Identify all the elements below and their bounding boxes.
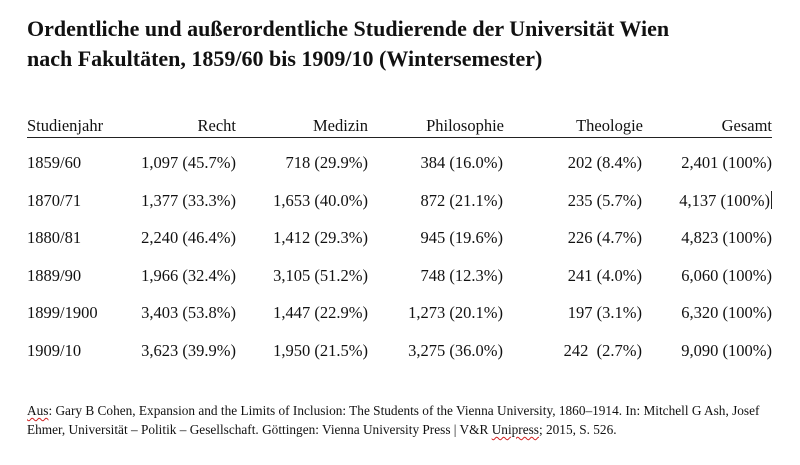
table-row xyxy=(27,303,772,341)
table-row xyxy=(27,266,772,304)
title-line-1: Ordentliche und außerordentliche Studierende der Universität Wien xyxy=(27,16,670,41)
source-aus: Aus xyxy=(27,403,49,418)
source-text-2: ; 2015, S. 526. xyxy=(538,422,617,437)
header-philosophie: Philosophie xyxy=(426,116,504,135)
title-line-2: nach Fakultäten, 1859/60 bis 1909/10 (Wintersemester) xyxy=(27,46,543,71)
cell-philosophie: 384 (16.0%) xyxy=(420,153,503,172)
document-title xyxy=(27,14,787,74)
table-header-row xyxy=(27,116,772,141)
table-row xyxy=(27,191,772,229)
cell-gesamt: 2,401 (100%) xyxy=(681,153,772,172)
cell-recht: 3,403 (53.8%) xyxy=(141,303,236,323)
cell-philosophie: 3,275 (36.0%) xyxy=(408,340,503,360)
cell-recht: 3,623 (39.9%) xyxy=(141,340,236,360)
cell-year: 1889/90 xyxy=(27,265,82,285)
cell-year: 1880/81 xyxy=(27,228,82,248)
cell-philosophie: 748 (12.3%) xyxy=(420,265,503,285)
cell-year: 1859/60 xyxy=(27,153,82,172)
source-text-1: : Gary B Cohen, Expansion and the Limits of Inclusion: The Students of the Vienna University, 1860–1914. In: Mitchell G Ash, Josef Ehmer, Universität – Politik – Gesellschaft. Göttingen: Vienna University Press | V&R xyxy=(27,403,760,437)
cell-theologie: 241 (4.0%) xyxy=(567,265,642,285)
cell-gesamt: 6,320 (100%) xyxy=(681,303,772,323)
cell-theologie: 197 (3.1%) xyxy=(567,303,642,323)
cell-theologie: 226 (4.7%) xyxy=(567,228,642,248)
text-cursor xyxy=(771,191,772,209)
cell-year: 1870/71 xyxy=(27,190,82,210)
cell-philosophie: 872 (21.1%) xyxy=(420,190,503,210)
cell-gesamt: 6,060 (100%) xyxy=(681,265,772,285)
cell-medizin: 1,653 (40.0%) xyxy=(273,190,368,210)
table-row xyxy=(27,153,772,191)
header-medizin: Medizin xyxy=(313,116,368,135)
cell-recht: 2,240 (46.4%) xyxy=(141,228,236,248)
cell-gesamt: 4,823 (100%) xyxy=(681,228,772,248)
cell-medizin: 3,105 (51.2%) xyxy=(273,265,368,285)
cell-theologie: 242 (2.7%) xyxy=(563,340,642,360)
cell-year: 1909/10 xyxy=(27,340,82,360)
cell-gesamt xyxy=(679,191,772,211)
header-underline xyxy=(27,137,772,138)
cell-medizin: 1,412 (29.3%) xyxy=(273,228,368,248)
cell-medizin: 1,447 (22.9%) xyxy=(273,303,368,323)
header-studienjahr: Studienjahr xyxy=(27,116,104,135)
header-gesamt: Gesamt xyxy=(721,116,772,135)
cell-gesamt-text: 4,137 (100%) xyxy=(679,190,770,210)
table-row xyxy=(27,228,772,266)
cell-recht: 1,097 (45.7%) xyxy=(141,153,236,172)
cell-theologie: 202 (8.4%) xyxy=(567,153,642,172)
header-theologie: Theologie xyxy=(576,116,643,135)
students-table xyxy=(27,116,772,379)
cell-medizin: 718 (29.9%) xyxy=(285,153,368,172)
cell-recht: 1,377 (33.3%) xyxy=(141,190,236,210)
cell-year: 1899/1900 xyxy=(27,303,98,323)
cell-philosophie: 1,273 (20.1%) xyxy=(408,303,503,323)
cell-gesamt: 9,090 (100%) xyxy=(681,340,772,360)
cell-theologie: 235 (5.7%) xyxy=(567,190,642,210)
source-unipress: Unipress xyxy=(491,422,539,437)
table-row xyxy=(27,341,772,379)
cell-philosophie: 945 (19.6%) xyxy=(420,228,503,248)
cell-medizin: 1,950 (21.5%) xyxy=(273,340,368,360)
header-recht: Recht xyxy=(197,116,236,135)
source-citation xyxy=(27,401,787,439)
cell-recht: 1,966 (32.4%) xyxy=(141,265,236,285)
